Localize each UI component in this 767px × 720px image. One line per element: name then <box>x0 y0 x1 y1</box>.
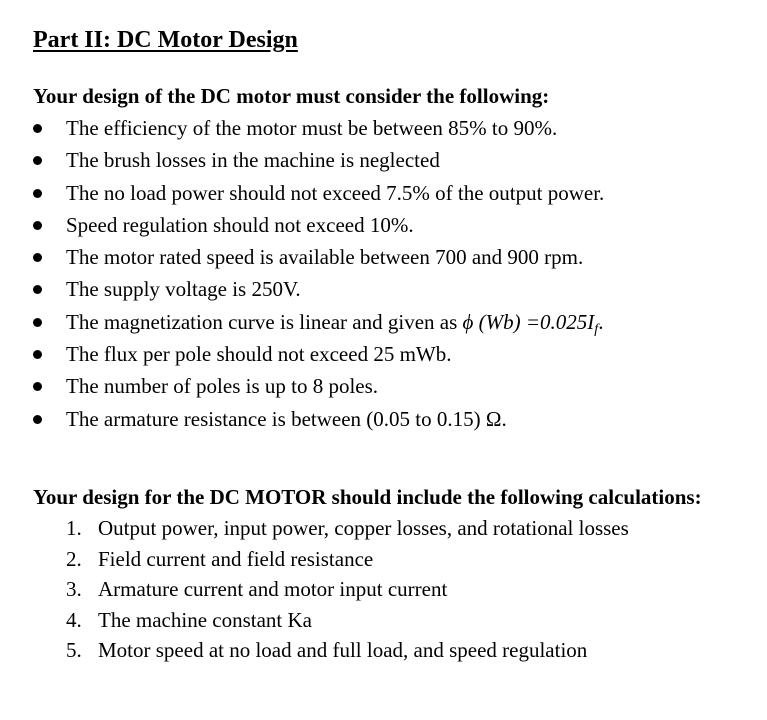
formula-prefix: The magnetization curve is linear and given as <box>66 309 463 334</box>
bullet-icon <box>33 253 42 262</box>
bullet-icon <box>33 156 42 165</box>
bullet-icon <box>33 350 42 359</box>
calculation-text: Motor speed at no load and full load, and speed regulation <box>98 638 588 662</box>
requirement-text: The motor rated speed is available between 700 and 900 rpm. <box>66 245 584 270</box>
calculation-text: Armature current and motor input current <box>98 577 448 601</box>
formula-subscript: f <box>594 321 599 337</box>
requirements-heading: Your design of the DC motor must consider the following: <box>33 84 550 108</box>
requirement-text: The no load power should not exceed 7.5% of the output power. <box>66 180 605 205</box>
calculations-heading: Your design for the DC MOTOR should include the following calculations: <box>33 485 702 509</box>
requirement-text <box>66 310 603 342</box>
bullet-icon <box>33 382 42 391</box>
requirement-text: The efficiency of the motor must be between 85% to 90%. <box>66 116 558 140</box>
requirement-text: Speed regulation should not exceed 10%. <box>66 212 414 237</box>
calculation-text: Output power, input power, copper losses, and rotational losses <box>98 516 629 540</box>
item-number: 5. <box>66 638 82 662</box>
bullet-icon <box>33 221 42 230</box>
magnetization-formula: ϕ (Wb) =0.025I <box>462 309 595 334</box>
requirement-text: The armature resistance is between (0.05 to 0.15) Ω. <box>66 406 507 431</box>
page-title: Part II: DC Motor Design <box>33 27 298 53</box>
bullet-icon <box>33 124 42 133</box>
item-number: 4. <box>66 607 82 632</box>
item-number: 3. <box>66 577 82 601</box>
requirement-text: The brush losses in the machine is neglected <box>66 148 440 173</box>
requirement-text: The number of poles is up to 8 poles. <box>66 374 379 399</box>
item-number: 2. <box>66 546 82 571</box>
calculation-text: Field current and field resistance <box>98 546 374 571</box>
requirement-text: The supply voltage is 250V. <box>66 277 301 302</box>
item-number: 1. <box>66 516 82 540</box>
bullet-icon <box>33 189 42 198</box>
requirement-text: The flux per pole should not exceed 25 mWb. <box>66 342 452 367</box>
bullet-icon <box>33 285 42 294</box>
bullet-icon <box>33 318 42 327</box>
calculation-text: The machine constant Ka <box>98 607 312 632</box>
formula-suffix: . <box>598 309 604 334</box>
bullet-icon <box>33 415 42 424</box>
